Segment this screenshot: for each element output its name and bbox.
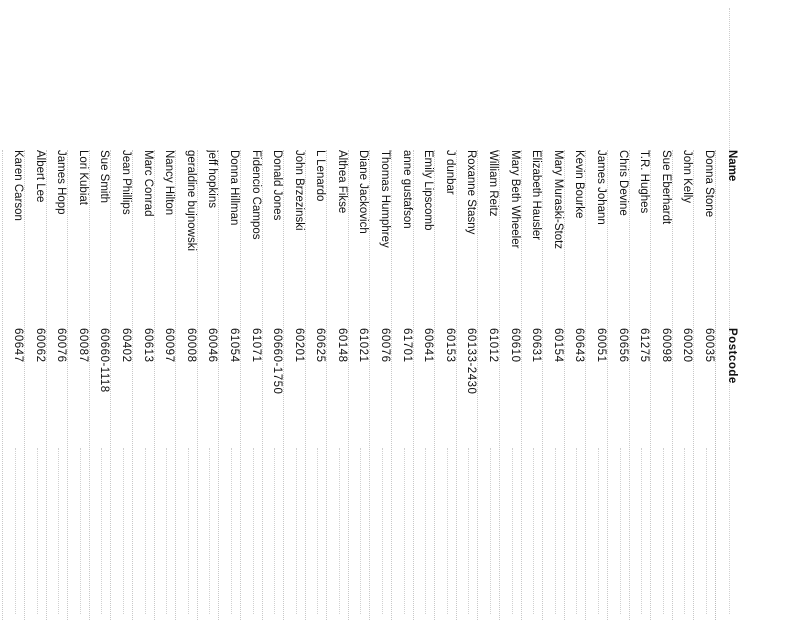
table-row <box>110 150 132 620</box>
table-row <box>456 150 478 620</box>
name-cell: anne gustafson <box>400 150 413 229</box>
table-row <box>413 150 435 620</box>
postcode-cell: 61021 <box>357 328 370 363</box>
postcode-cell: 60643 <box>573 328 586 363</box>
table-row <box>391 150 413 620</box>
name-cell: Jean Phillips <box>119 150 132 215</box>
postcode-cell: 61054 <box>227 328 240 363</box>
postcode-cell: 60201 <box>292 328 305 363</box>
postcode-cell: 60087 <box>76 328 89 363</box>
row-dot-leader <box>80 448 89 614</box>
name-cell: jeff hopkins <box>206 150 219 208</box>
table-row <box>89 150 111 620</box>
table-row <box>218 150 240 620</box>
postcode-cell: 60402 <box>119 328 132 363</box>
name-cell: Diane Jackovich <box>357 150 370 234</box>
postcode-cell: 60613 <box>141 328 154 363</box>
postcode-cell: 60097 <box>163 328 176 363</box>
table-row <box>197 150 219 620</box>
row-dot-leader <box>706 448 715 614</box>
postcode-cell: 60133-2430 <box>465 328 478 395</box>
postcode-cell: 61275 <box>638 328 651 363</box>
name-cell: Thomas Humphrey <box>379 150 392 248</box>
table-row <box>132 150 154 620</box>
table-row <box>585 150 607 620</box>
name-cell: Donna Hillman <box>227 150 240 226</box>
table-row <box>499 150 521 620</box>
table-row <box>629 150 651 620</box>
name-cell: Albert Lee <box>33 150 46 203</box>
postcode-cell: 60631 <box>530 328 543 363</box>
row-dot-leader <box>58 448 67 614</box>
postcode-cell: 61071 <box>249 328 262 363</box>
postcode-cell: 60035 <box>703 328 715 363</box>
name-cell: L Lenardo <box>314 150 327 202</box>
row-dot-leader <box>123 448 132 614</box>
name-cell: Elizabeth Hausler <box>530 150 543 241</box>
name-cell: T.R. Hughes <box>638 150 651 214</box>
postcode-cell: 60641 <box>422 328 435 363</box>
row-dot-leader <box>447 448 456 614</box>
postcode-cell: 60647 <box>12 328 24 363</box>
name-cell: John Kelly <box>681 150 694 204</box>
row-dot-leader <box>15 448 24 614</box>
name-cell: Mary Muraski-Stotz <box>551 150 564 250</box>
row-dot-leader <box>490 448 499 614</box>
postcode-cell: 60148 <box>335 328 348 363</box>
row-dot-leader <box>296 448 305 614</box>
row-dot-leader <box>729 448 738 614</box>
postcode-cell: 60610 <box>508 328 521 363</box>
name-cell: Kevin Bourke <box>573 150 586 219</box>
table-row <box>434 150 456 620</box>
row-dot-leader <box>188 448 197 614</box>
row-dot-leader <box>37 448 46 614</box>
postcode-cell: 60062 <box>33 328 46 363</box>
table-header-row <box>715 150 738 620</box>
postcode-cell: 60046 <box>206 328 219 363</box>
row-dot-leader <box>576 448 585 614</box>
table-row <box>24 150 46 620</box>
row-dot-leader <box>641 448 650 614</box>
row-dot-leader <box>425 448 434 614</box>
name-cell: Althea Fikse <box>335 150 348 214</box>
postcode-cell: 60154 <box>551 328 564 363</box>
row-dot-leader <box>684 448 693 614</box>
row-dot-leader <box>101 448 110 614</box>
row-dot-leader <box>555 448 564 614</box>
row-dot-leader <box>382 448 391 614</box>
name-cell: J dunbar <box>443 150 456 195</box>
table-row <box>521 150 543 620</box>
name-cell: Chris Devine <box>616 150 629 216</box>
name-cell: Marc Conrad <box>141 150 154 217</box>
row-dot-leader <box>404 448 413 614</box>
postcode-cell: 60051 <box>595 328 608 363</box>
table-row <box>46 150 68 620</box>
postcode-cell: 60625 <box>314 328 327 363</box>
row-dot-leader <box>512 448 521 614</box>
row-dot-leader <box>274 448 283 614</box>
row-dot-leader <box>339 448 348 614</box>
table-row <box>348 150 370 620</box>
row-dot-leader <box>533 448 542 614</box>
table-row <box>240 150 262 620</box>
postcode-cell: 60008 <box>184 328 197 363</box>
table-body <box>2 150 715 620</box>
row-dot-leader <box>468 448 477 614</box>
postcode-cell: 60660-1118 <box>98 328 111 393</box>
table-row <box>542 150 564 620</box>
name-cell: James Hopp <box>55 150 68 215</box>
table-row <box>650 150 672 620</box>
row-dot-leader <box>253 448 262 614</box>
postcode-cell: 61012 <box>487 328 500 363</box>
postcode-cell: 61701 <box>400 328 413 363</box>
row-dot-leader <box>145 448 154 614</box>
name-cell: Mary Beth Wheeler <box>508 150 521 249</box>
postcode-cell: 60153 <box>443 328 456 363</box>
postcode-cell: 60076 <box>379 328 392 363</box>
table-row <box>564 150 586 620</box>
row-dot-leader <box>598 448 607 614</box>
postcode-cell: 60076 <box>55 328 68 363</box>
table-row <box>305 150 327 620</box>
row-dot-leader <box>317 448 326 614</box>
row-dot-leader <box>361 448 370 614</box>
postcode-column-header: Postcode <box>726 328 738 384</box>
postcode-cell: 60656 <box>616 328 629 363</box>
row-dot-leader <box>209 448 218 614</box>
table-row <box>154 150 176 620</box>
contact-table <box>2 150 738 620</box>
row-dot-leader <box>620 448 629 614</box>
name-cell: John Brzezinski <box>292 150 305 231</box>
table-row <box>67 150 89 620</box>
name-cell: Roxanne Stasny <box>465 150 478 235</box>
table-row <box>477 150 499 620</box>
row-dot-leader <box>231 448 240 614</box>
name-cell: James Johann <box>595 150 608 225</box>
name-cell: geraldine bujnowski <box>184 150 197 252</box>
name-cell: Sue Eberhardt <box>659 150 672 225</box>
table-row <box>175 150 197 620</box>
name-column-header: Name <box>726 150 738 182</box>
table-row <box>607 150 629 620</box>
name-cell: Emily Lipscomb <box>422 150 435 231</box>
name-cell: Karen Carson <box>12 150 24 221</box>
name-cell: Nancy Hilton <box>163 150 176 216</box>
postcode-cell: 60660-1750 <box>271 328 284 395</box>
table-row <box>370 150 392 620</box>
name-cell: Sue Smith <box>98 150 111 204</box>
name-cell: William Reitz <box>487 150 500 217</box>
postcode-cell: 60020 <box>681 328 694 363</box>
name-cell: Donald Jones <box>271 150 284 221</box>
name-cell: Donna Stone <box>703 150 715 218</box>
table-row <box>672 150 694 620</box>
table-row <box>283 150 305 620</box>
row-dot-leader <box>663 448 672 614</box>
postcode-cell: 60098 <box>659 328 672 363</box>
table-row <box>326 150 348 620</box>
table-row <box>2 150 24 620</box>
name-cell: Lori Kubiat <box>76 150 89 205</box>
table-row <box>262 150 284 620</box>
table-row <box>693 150 715 620</box>
name-cell: Fidencio Campos <box>249 150 262 240</box>
row-dot-leader <box>166 448 175 614</box>
